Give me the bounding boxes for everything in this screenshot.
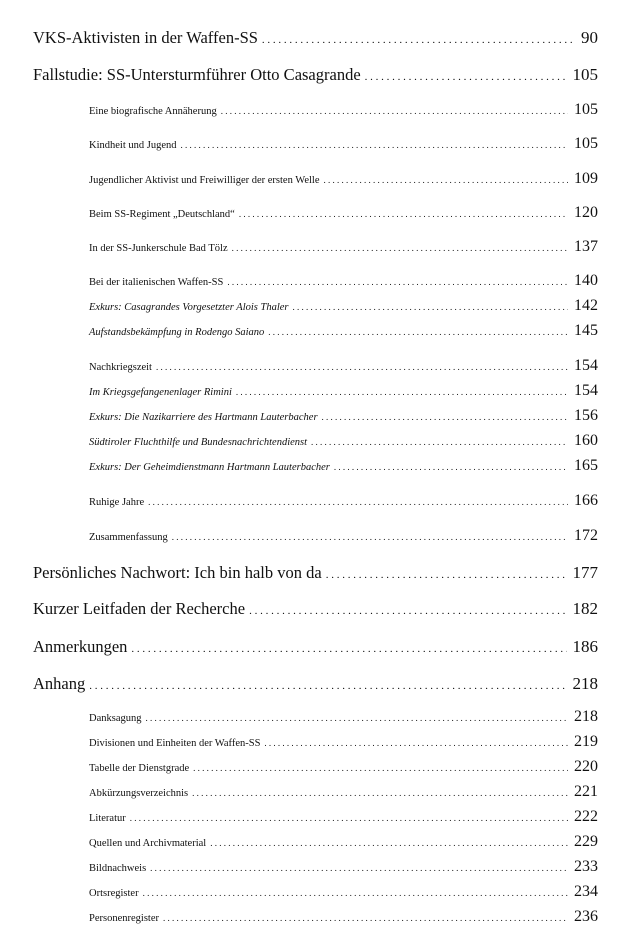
toc-entry-title: Bei der italienischen Waffen-SS (89, 277, 224, 288)
toc-entry-title: Zusammenfassung (89, 532, 168, 543)
toc-entry-page: 236 (574, 908, 598, 925)
toc-entry-title: Eine biografische Annäherung (89, 106, 217, 117)
toc-entry (89, 272, 598, 290)
toc-entry (33, 637, 598, 657)
toc-leader-dots (311, 437, 568, 447)
toc-entry (89, 297, 598, 315)
toc-entry-page: 177 (572, 563, 598, 582)
toc-entry-page: 90 (581, 28, 598, 47)
toc-entry-title: In der SS-Junkerschule Bad Tölz (89, 243, 228, 254)
toc-entry (89, 908, 598, 926)
toc-entry-title: Aufstandsbekämpfung in Rodengo Saiano (89, 327, 265, 338)
toc-entry-page: 120 (574, 204, 598, 221)
toc-entry-title: Tabelle der Dienstgrade (89, 763, 190, 774)
toc-leader-dots (262, 34, 575, 46)
toc-entry-title: Exkurs: Der Geheimdienstmann Hartmann Lauterbacher (89, 462, 330, 473)
toc-entry (89, 808, 598, 826)
toc-entry-page: 109 (574, 170, 598, 187)
toc-leader-dots (172, 532, 568, 542)
toc-entry-title: Im Kriegsgefangenenlager Rimini (89, 387, 232, 398)
toc-entry-title: Jugendlicher Aktivist und Freiwilliger der ersten Welle (89, 175, 320, 186)
toc-leader-dots (146, 713, 569, 723)
toc-entry-title: Fallstudie: SS-Untersturmführer Otto Casagrande (33, 65, 361, 84)
toc-leader-dots (210, 838, 568, 848)
toc-entry (89, 238, 598, 256)
toc-entry (89, 170, 598, 188)
toc-entry (33, 563, 598, 583)
toc-entry (89, 708, 598, 726)
toc-leader-dots (324, 175, 569, 185)
toc-entry-title: Personenregister (89, 913, 159, 924)
toc-entry-title: Exkurs: Casagrandes Vorgesetzter Alois Thaler (89, 302, 289, 313)
toc-entry-page: 218 (574, 708, 598, 725)
toc-entry-title: Divisionen und Einheiten der Waffen-SS (89, 738, 261, 749)
toc-leader-dots (264, 738, 568, 748)
toc-entry (33, 28, 598, 48)
toc-entry-page: 172 (574, 527, 598, 544)
toc-leader-dots (131, 643, 566, 655)
toc-entry-page: 166 (574, 492, 598, 509)
toc-entry-title: Persönliches Nachwort: Ich bin halb von da (33, 563, 322, 582)
toc-entry-page: 233 (574, 858, 598, 875)
toc-leader-dots (365, 71, 567, 83)
toc-entry-title: Anhang (33, 674, 86, 693)
toc-entry-title: Südtiroler Fluchthilfe und Bundesnachrichtendienst (89, 437, 308, 448)
toc-entry-page: 229 (574, 833, 598, 850)
toc-entry (89, 204, 598, 222)
toc-leader-dots (239, 209, 568, 219)
toc-entry-page: 186 (572, 637, 598, 656)
toc-entry-page: 154 (574, 382, 598, 399)
toc-leader-dots (293, 302, 569, 312)
toc-entry-title: Exkurs: Die Nazikarriere des Hartmann Lauterbacher (89, 412, 318, 423)
toc-leader-dots (322, 412, 568, 422)
toc-entry (89, 135, 598, 153)
toc-entry-page: 218 (572, 674, 598, 693)
toc-entry-page: 105 (574, 101, 598, 118)
toc-entry (89, 407, 598, 425)
toc-leader-dots (221, 106, 568, 116)
toc-leader-dots (150, 863, 568, 873)
toc-leader-dots (334, 462, 568, 472)
toc-entry (89, 858, 598, 876)
toc-entry-title: Ortsregister (89, 888, 139, 899)
toc-entry-title: Anmerkungen (33, 637, 128, 656)
toc-entry-page: 140 (574, 272, 598, 289)
toc-leader-dots (268, 327, 568, 337)
toc-entry-page: 145 (574, 322, 598, 339)
toc-entry-page: 182 (572, 599, 598, 618)
toc-entry-page: 234 (574, 883, 598, 900)
toc-leader-dots (193, 763, 568, 773)
toc-entry-title: Ruhige Jahre (89, 497, 145, 508)
toc-entry (89, 492, 598, 510)
toc-entry-title: Bildnachweis (89, 863, 147, 874)
toc-entry-page: 222 (574, 808, 598, 825)
toc-entry-title: Kurzer Leitfaden der Recherche (33, 599, 246, 618)
toc-entry (89, 733, 598, 751)
toc-leader-dots (236, 387, 568, 397)
toc-entry (89, 457, 598, 475)
toc-leader-dots (156, 362, 568, 372)
toc-leader-dots (192, 788, 568, 798)
toc-entry-title: Literatur (89, 813, 126, 824)
toc-entry-title: VKS-Aktivisten in der Waffen-SS (33, 28, 258, 47)
toc-entry (33, 599, 598, 619)
toc-leader-dots (181, 140, 569, 150)
toc-entry-page: 142 (574, 297, 598, 314)
toc-leader-dots (163, 913, 568, 923)
toc-entry-title: Nachkriegszeit (89, 362, 152, 373)
toc-leader-dots (89, 680, 566, 692)
toc-entry (33, 65, 598, 85)
toc-entry-page: 160 (574, 432, 598, 449)
toc-leader-dots (249, 605, 566, 617)
toc-entry (89, 883, 598, 901)
toc-entry (89, 833, 598, 851)
toc-leader-dots (130, 813, 568, 823)
toc-leader-dots (232, 243, 568, 253)
toc-entry (33, 674, 598, 694)
toc-entry (89, 101, 598, 119)
toc-leader-dots (148, 497, 568, 507)
toc-entry-page: 219 (574, 733, 598, 750)
toc-entry (89, 322, 598, 340)
toc-leader-dots (143, 888, 568, 898)
toc-entry (89, 357, 598, 375)
toc-entry (89, 758, 598, 776)
toc-entry (89, 432, 598, 450)
toc-entry-title: Beim SS-Regiment „Deutschland“ (89, 209, 235, 220)
toc-entry-title: Kindheit und Jugend (89, 140, 177, 151)
toc-entry-page: 105 (572, 65, 598, 84)
toc-entry-page: 137 (574, 238, 598, 255)
toc-entry-page: 105 (574, 135, 598, 152)
toc-entry (89, 783, 598, 801)
toc-entry-page: 220 (574, 758, 598, 775)
toc-leader-dots (326, 569, 567, 581)
toc-entry-page: 156 (574, 407, 598, 424)
toc-entry-page: 221 (574, 783, 598, 800)
toc-entry-title: Danksagung (89, 713, 142, 724)
toc-entry (89, 382, 598, 400)
toc-entry-page: 154 (574, 357, 598, 374)
toc-entry (89, 527, 598, 545)
toc-entry-title: Abkürzungsverzeichnis (89, 788, 189, 799)
toc-entry-page: 165 (574, 457, 598, 474)
toc-leader-dots (227, 277, 568, 287)
toc-entry-title: Quellen und Archivmaterial (89, 838, 207, 849)
